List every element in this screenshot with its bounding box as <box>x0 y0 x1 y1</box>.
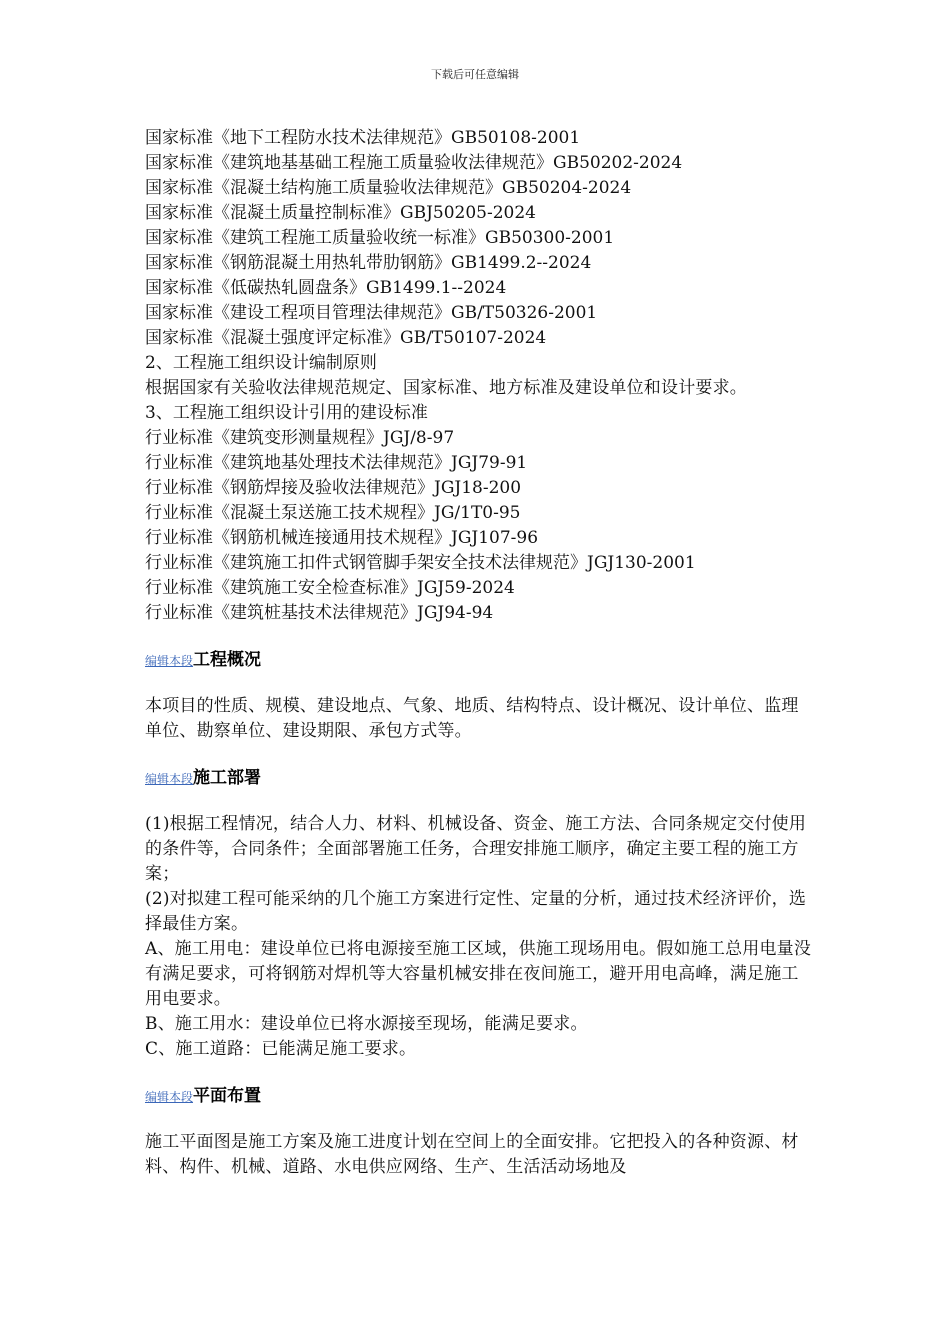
deployment-paragraph: C、施工道路：已能满足施工要求。 <box>145 1039 417 1059</box>
edit-section-link[interactable]: 编辑本段 <box>145 654 194 668</box>
layout-text: 施工平面图是施工方案及施工进度计划在空间上的全面安排。它把投入的各种资源、材料、构件、机械、道路、水电供应网络、生产、生活活动场地及 <box>145 1132 799 1177</box>
list-item: 行业标准《混凝土泵送施工技术规程》JG/1T0-95 <box>145 503 521 523</box>
industry-standards-list <box>145 426 815 626</box>
section-heading-layout <box>145 1082 815 1110</box>
overview-text: 本项目的性质、规模、建设地点、气象、地质、结构特点、设计概况、设计单位、监理单位、勘察单位、建设期限、承包方式等。 <box>145 696 799 741</box>
section-title: 施工部署 <box>193 768 262 788</box>
list-item: 国家标准《低碳热轧圆盘条》GB1499.1--2024 <box>145 278 507 298</box>
deployment-paragraph: (1)根据工程情况，结合人力、材料、机械设备、资金、施工方法、合同条规定交付使用的条件等，合同条件；全面部署施工任务，合理安排施工顺序，确定主要工程的施工方案； <box>145 814 807 884</box>
edit-section-link[interactable]: 编辑本段 <box>145 1090 194 1104</box>
national-standards-list <box>145 126 815 351</box>
page-header: 下载后可任意编辑 <box>431 68 519 81</box>
list-item: 行业标准《钢筋焊接及验收法律规范》JGJ18-200 <box>145 478 522 498</box>
list-item: 国家标准《钢筋混凝土用热轧带肋钢筋》GB1499.2--2024 <box>145 253 592 273</box>
section-title: 工程概况 <box>193 650 262 670</box>
list-item: 国家标准《建设工程项目管理法律规范》GB/T50326-2001 <box>145 303 598 323</box>
principle-text: 根据国家有关验收法律规范规定、国家标准、地方标准及建设单位和设计要求。 <box>145 378 747 398</box>
section-title: 平面布置 <box>193 1086 262 1106</box>
list-item: 行业标准《建筑变形测量规程》JGJ/8-97 <box>145 428 455 448</box>
deployment-paragraph: A、施工用电：建设单位已将电源接至施工区域，供施工现场用电。假如施工总用电量没有满足要求，可将钢筋对焊机等大容量机械安排在夜间施工，避开用电高峰，满足施工用电要求。 <box>145 939 812 1009</box>
list-item: 行业标准《建筑施工扣件式钢管脚手架安全技术法律规范》JGJ130-2001 <box>145 553 696 573</box>
list-item: 行业标准《建筑地基处理技术法律规范》JGJ79-91 <box>145 453 528 473</box>
document-body <box>145 126 815 1180</box>
list-item: 国家标准《混凝土强度评定标准》GB/T50107-2024 <box>145 328 547 348</box>
list-item: 国家标准《建筑工程施工质量验收统一标准》GB50300-2001 <box>145 228 615 248</box>
list-item: 国家标准《地下工程防水技术法律规范》GB50108-2001 <box>145 128 581 148</box>
list-item: 行业标准《钢筋机械连接通用技术规程》JGJ107-96 <box>145 528 539 548</box>
deployment-paragraph: (2)对拟建工程可能采纳的几个施工方案进行定性、定量的分析，通过技术经济评价，选择最佳方案。 <box>145 889 807 934</box>
list-item: 国家标准《建筑地基基础工程施工质量验收法律规范》GB50202-2024 <box>145 153 683 173</box>
principle-heading: 2、工程施工组织设计编制原则 <box>145 353 377 373</box>
section-heading-deployment <box>145 764 815 792</box>
edit-section-link[interactable]: 编辑本段 <box>145 772 194 786</box>
list-item: 国家标准《混凝土质量控制标准》GBJ50205-2024 <box>145 203 536 223</box>
deployment-paragraph: B、施工用水：建设单位已将水源接至现场，能满足要求。 <box>145 1014 588 1034</box>
list-item: 行业标准《建筑桩基技术法律规范》JGJ94-94 <box>145 603 494 623</box>
list-item: 行业标准《建筑施工安全检查标准》JGJ59-2024 <box>145 578 515 598</box>
industry-heading: 3、工程施工组织设计引用的建设标准 <box>145 403 428 423</box>
section-heading-overview <box>145 646 815 674</box>
list-item: 国家标准《混凝土结构施工质量验收法律规范》GB50204-2024 <box>145 178 632 198</box>
